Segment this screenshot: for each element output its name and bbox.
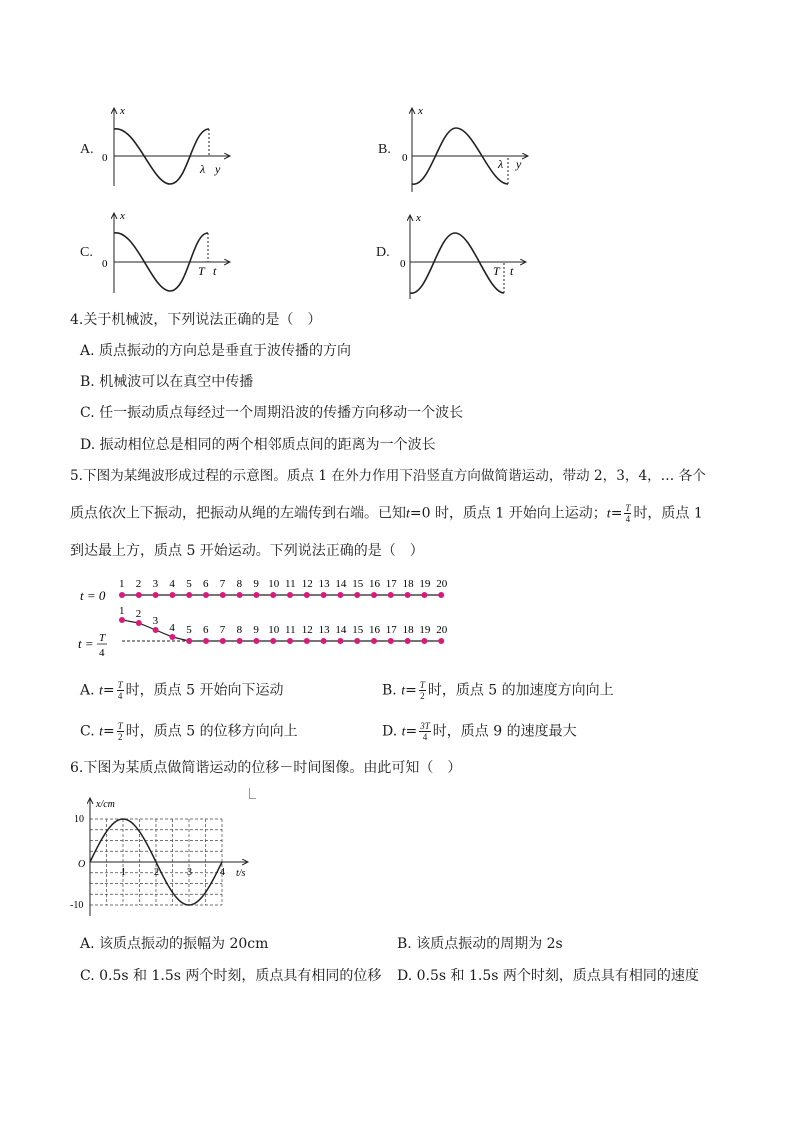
axis-label-x: x (416, 212, 421, 224)
bead-number-t0: 16 (369, 578, 380, 590)
q3-option-b-graph (398, 100, 548, 195)
fraction-t-over-4 (624, 503, 631, 524)
bead-t0 (119, 592, 125, 598)
frac-num: T (117, 721, 123, 731)
q5-option-c[interactable] (80, 721, 298, 743)
frac-num: T (419, 680, 425, 690)
bead-number-t4: 2 (135, 608, 142, 620)
bead-number-t4: 5 (186, 624, 192, 636)
bead-number-t4: 1 (119, 605, 125, 617)
bead-number-t4: 15 (352, 624, 364, 636)
bead-t4 (421, 638, 427, 644)
y-tick-bottom: -10 (70, 900, 84, 911)
bead-number-t4: 10 (268, 624, 280, 636)
opt-eq: = (102, 682, 115, 699)
opt-text: 时，质点 5 开始向下运动 (125, 682, 284, 699)
fraction (117, 680, 124, 701)
q3-option-a-label[interactable]: A. (80, 142, 94, 157)
opt-text: 时，质点 5 的位移方向向上 (125, 723, 298, 740)
axis-label-x: x (418, 105, 423, 117)
period-label: T (493, 264, 500, 278)
frac-num: 3T (420, 721, 430, 731)
bead-number-t0: 17 (385, 578, 397, 590)
q6-option-b[interactable]: B. 该质点振动的周期为 2s (397, 936, 563, 952)
q3-option-b-label[interactable]: B. (378, 142, 391, 157)
origin-label: O (78, 859, 86, 870)
row1-t-label: t = 0 (80, 588, 106, 603)
q6-option-c[interactable]: C. 0.5s 和 1.5s 两个时刻，质点具有相同的位移 (80, 968, 382, 984)
bead-t4 (405, 638, 411, 644)
bead-t4 (304, 638, 310, 644)
bead-t0 (153, 592, 159, 598)
origin-label: 0 (102, 152, 108, 164)
frac-den: 2 (118, 732, 123, 742)
axis-label-x: x (120, 105, 125, 117)
opt-prefix: B. (382, 682, 397, 699)
x-tick-label: 4 (220, 867, 225, 878)
bead-t4 (203, 638, 209, 644)
opt-text: 时，质点 9 的速度最大 (432, 723, 577, 740)
q4-stem: 4.关于机械波，下列说法正确的是（ ） (70, 312, 322, 328)
bead-number-t4: 18 (402, 624, 414, 636)
y-axis-label: x/cm (96, 799, 115, 810)
axis-label-t: t (510, 264, 514, 278)
opt-t: t (401, 683, 406, 699)
q3-option-d-graph (396, 207, 546, 302)
bead-number-t0: 10 (268, 578, 280, 590)
opt-t: t (99, 724, 104, 740)
opt-eq: = (405, 682, 417, 699)
bead-number-t4: 17 (385, 624, 397, 636)
opt-t: t (99, 683, 103, 699)
q3-option-d-label[interactable]: D. (376, 245, 390, 260)
origin-label: 0 (102, 258, 108, 270)
frac-den: 2 (420, 691, 425, 701)
bead-t0 (354, 592, 360, 598)
origin-label: 0 (400, 258, 406, 270)
period-label: T (198, 264, 205, 278)
bead-t0 (371, 592, 377, 598)
frac-den: 4 (117, 691, 123, 701)
axis-label-y: y (215, 162, 221, 176)
row2-frac-num: T (99, 632, 106, 644)
q5-line2-t2: t (606, 506, 611, 522)
bead-number-t4: 12 (301, 624, 313, 636)
bead-number-t0: 20 (436, 578, 448, 590)
opt-text: 时，质点 5 的加速度方向向上 (427, 682, 614, 699)
fraction (117, 721, 124, 742)
bead-t4 (287, 638, 293, 644)
row2-t-label: t = (78, 636, 94, 651)
bead-t0 (220, 592, 226, 598)
q3-option-a-graph (96, 100, 246, 190)
bead-t4 (119, 617, 125, 623)
q6-option-a[interactable]: A. 该质点振动的振幅为 20cm (80, 936, 269, 952)
q6-stem: 6.下图为某质点做简谐运动的位移－时间图像。由此可知（ ） (70, 760, 462, 776)
q5-stem-line3: 到达最上方，质点 5 开始运动。下列说法正确的是（ ） (70, 543, 424, 559)
bead-number-t4: 4 (169, 622, 175, 634)
bead-number-t0: 19 (419, 578, 431, 590)
bead-t4 (220, 638, 226, 644)
bead-t4 (337, 638, 343, 644)
q4-option-a[interactable]: A. 质点振动的方向总是垂直于波传播的方向 (80, 343, 352, 359)
q5-option-b[interactable] (382, 680, 614, 702)
bead-t0 (203, 592, 209, 598)
bead-t4 (169, 634, 175, 640)
q5-line2-a: 质点依次上下振动，把振动从绳的左端传到右端。已知 (70, 505, 406, 522)
y-tick-top: 10 (74, 814, 84, 825)
bead-t0 (253, 592, 259, 598)
bead-number-t4: 16 (369, 624, 380, 636)
bead-number-t0: 9 (253, 578, 259, 590)
q5-stem-line1: 5.下图为某绳波形成过程的示意图。质点 1 在外力作用下沿竖直方向做简谐运动，带动 2，3，4，… 各个 (70, 468, 706, 484)
bead-t0 (421, 592, 427, 598)
q6-xt-graph (70, 792, 260, 920)
opt-prefix: D. (382, 723, 398, 740)
bead-t0 (287, 592, 293, 598)
axis-label-t: t (213, 264, 217, 278)
bead-t4 (371, 638, 377, 644)
lambda-label: λ (200, 162, 206, 176)
x-tick-label: 2 (154, 867, 159, 878)
bead-number-t0: 2 (135, 578, 142, 590)
bead-t4 (354, 638, 360, 644)
q5-line2-t: t (406, 506, 410, 522)
axis-label-x: x (120, 210, 125, 222)
rope-beads (119, 578, 448, 644)
bead-number-t0: 14 (335, 578, 347, 590)
bead-number-t4: 9 (253, 624, 259, 636)
q5-stem-line2: 质点依次上下振动，把振动从绳的左端传到右端。已知t=0 时，质点 1 开始向上运动；t= $\frac{T}{4}$ 时，质点 1 (70, 503, 703, 524)
bead-number-t4: 19 (419, 624, 431, 636)
fraction (419, 721, 431, 742)
bead-t0 (438, 592, 444, 598)
opt-prefix: A. (80, 682, 95, 699)
x-tick-label: 1 (121, 867, 126, 878)
bead-number-t4: 8 (236, 624, 243, 636)
q3-option-c-label[interactable]: C. (80, 245, 93, 260)
bead-number-t0: 7 (219, 578, 226, 590)
opt-eq: = (405, 723, 418, 740)
bead-number-t4: 7 (219, 624, 226, 636)
axis-label-y: y (516, 157, 522, 171)
q5-line2-b: =0 时，质点 1 开始向上运动； (409, 505, 607, 522)
frac-num: T (117, 680, 123, 690)
q5-option-d[interactable] (382, 721, 577, 743)
bead-t4 (438, 638, 444, 644)
bead-number-t4: 20 (436, 624, 448, 636)
opt-prefix: C. (80, 723, 95, 740)
bead-t0 (270, 592, 276, 598)
bead-number-t0: 3 (152, 578, 159, 590)
bead-t4 (321, 638, 327, 644)
q5-line2-c: 时，质点 1 (633, 505, 703, 522)
bead-number-t0: 8 (236, 578, 243, 590)
bead-t0 (237, 592, 243, 598)
bead-number-t4: 6 (203, 624, 209, 636)
bead-number-t0: 6 (203, 578, 209, 590)
bead-t0 (321, 592, 327, 598)
bead-t4 (270, 638, 276, 644)
bead-number-t0: 1 (119, 578, 125, 590)
opt-eq: = (103, 723, 115, 740)
row2-frac-den: 4 (99, 647, 105, 659)
q4-option-d[interactable]: D. 振动相位总是相同的两个相邻质点间的距离为一个波长 (80, 437, 436, 453)
frac-num: T (625, 503, 631, 513)
bead-number-t4: 13 (318, 624, 330, 636)
fraction (419, 680, 426, 701)
origin-label: 0 (402, 152, 408, 164)
bead-t4 (253, 638, 259, 644)
bead-t0 (136, 592, 142, 598)
bead-t4 (388, 638, 394, 644)
q5-option-a[interactable] (80, 680, 283, 702)
bead-number-t0: 18 (402, 578, 414, 590)
bead-number-t0: 15 (352, 578, 364, 590)
x-axis-label: t/s (236, 868, 246, 879)
wave-curve (410, 233, 504, 293)
bead-number-t0: 5 (186, 578, 192, 590)
q3-option-c-graph (96, 205, 246, 295)
bead-t0 (186, 592, 192, 598)
x-tick-label: 3 (187, 867, 192, 878)
bead-number-t0: 11 (285, 578, 296, 590)
bead-number-t0: 12 (301, 578, 313, 590)
bead-t0 (337, 592, 343, 598)
q6-option-d[interactable]: D. 0.5s 和 1.5s 两个时刻，质点具有相同的速度 (397, 968, 699, 984)
bead-t4 (237, 638, 243, 644)
lambda-label: λ (498, 157, 504, 171)
bead-t0 (405, 592, 411, 598)
bead-number-t0: 4 (169, 578, 175, 590)
bead-t0 (304, 592, 310, 598)
bead-t4 (136, 620, 142, 626)
bead-number-t4: 11 (285, 624, 296, 636)
frac-den: 4 (422, 732, 428, 742)
frac-den: 4 (625, 514, 631, 524)
opt-t: t (401, 724, 406, 740)
bead-t4 (186, 638, 192, 644)
bead-t0 (169, 592, 175, 598)
bead-t4 (153, 627, 159, 633)
bead-number-t4: 14 (335, 624, 347, 636)
q4-option-c[interactable]: C. 任一振动质点每经过一个周期沿波的传播方向移动一个波长 (80, 405, 464, 421)
bead-number-t4: 3 (152, 615, 159, 627)
q4-option-b[interactable]: B. 机械波可以在真空中传播 (80, 374, 254, 390)
bead-t0 (388, 592, 394, 598)
q5-rope-diagram (72, 572, 452, 662)
bead-number-t0: 13 (318, 578, 330, 590)
